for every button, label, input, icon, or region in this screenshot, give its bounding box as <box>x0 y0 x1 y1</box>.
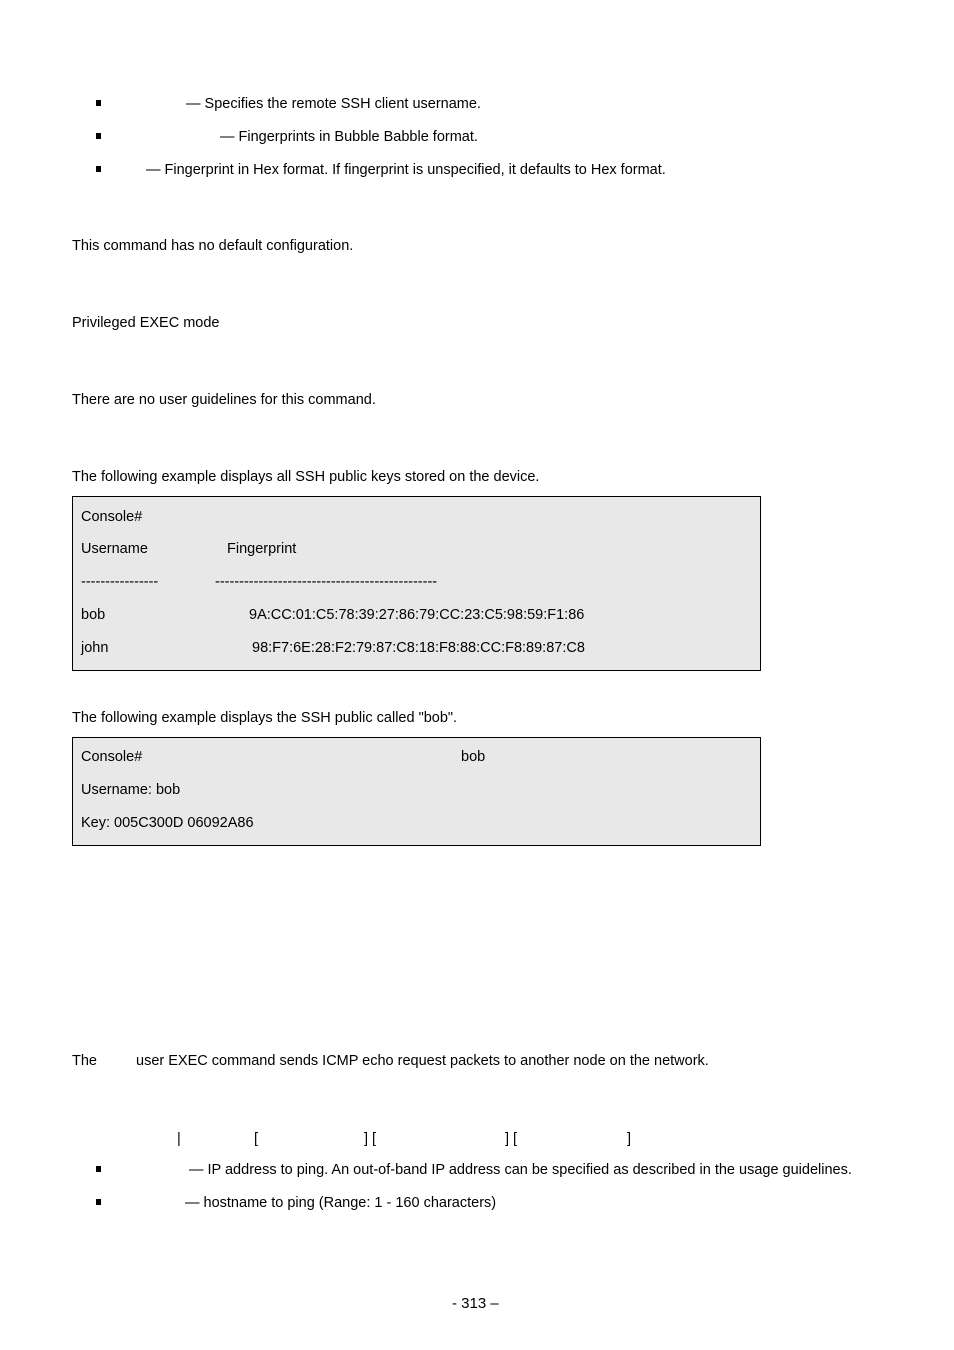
syntax-bracket: ] [ <box>505 1131 518 1147</box>
example2-intro: The following example displays the SSH public called "bob". <box>72 710 458 726</box>
column-header-username: Username <box>81 541 148 557</box>
example1-intro: The following example displays all SSH public keys stored on the device. <box>72 469 540 485</box>
bullet-marker <box>96 166 101 172</box>
bullet-marker <box>96 133 101 139</box>
console-prompt: Console# <box>81 749 143 765</box>
user-guidelines-text: There are no user guidelines for this command. <box>72 392 376 408</box>
table-row-fingerprint: 98:F7:6E:28:F2:79:87:C8:18:F8:88:CC:F8:89:87:C8 <box>252 640 585 656</box>
ping-desc-the: The <box>72 1053 97 1069</box>
example2-code-block <box>72 737 761 846</box>
page-number: - 313 – <box>452 1295 499 1312</box>
default-config-text: This command has no default configuration. <box>72 238 354 254</box>
console-prompt: Console# <box>81 509 143 525</box>
example1-code-block <box>72 496 761 671</box>
param-ip-address-desc: — IP address to ping. An out-of-band IP address can be specified as described in the usage guidelines. <box>189 1162 852 1178</box>
syntax-bracket: ] <box>627 1131 632 1147</box>
table-row-user: bob <box>81 607 106 623</box>
table-row-user: john <box>81 640 109 656</box>
bullet-marker <box>96 1199 101 1205</box>
command-argument: bob <box>461 749 486 765</box>
param-username-desc: — Specifies the remote SSH client username. <box>186 96 481 112</box>
syntax-bracket: ] [ <box>364 1131 377 1147</box>
command-mode-text: Privileged EXEC mode <box>72 315 220 331</box>
column-header-fingerprint: Fingerprint <box>227 541 297 557</box>
syntax-separator: | <box>177 1131 181 1147</box>
syntax-bracket: [ <box>254 1131 259 1147</box>
bullet-marker <box>96 100 101 106</box>
param-bubble-babble-desc: — Fingerprints in Bubble Babble format. <box>220 129 478 145</box>
divider-fingerprint: ---------------------------------------------- <box>215 574 438 590</box>
table-row-fingerprint: 9A:CC:01:C5:78:39:27:86:79:CC:23:C5:98:59:F1:86 <box>249 607 585 623</box>
divider-username: ---------------- <box>81 574 159 590</box>
param-hex-desc: — Fingerprint in Hex format. If fingerprint is unspecified, it defaults to Hex format. <box>146 162 666 178</box>
param-hostname-desc: — hostname to ping (Range: 1 - 160 characters) <box>185 1195 497 1211</box>
ping-description: user EXEC command sends ICMP echo request packets to another node on the network. <box>136 1053 709 1069</box>
output-key: Key: 005C300D 06092A86 <box>81 815 254 831</box>
bullet-marker <box>96 1166 101 1172</box>
output-username: Username: bob <box>81 782 181 798</box>
